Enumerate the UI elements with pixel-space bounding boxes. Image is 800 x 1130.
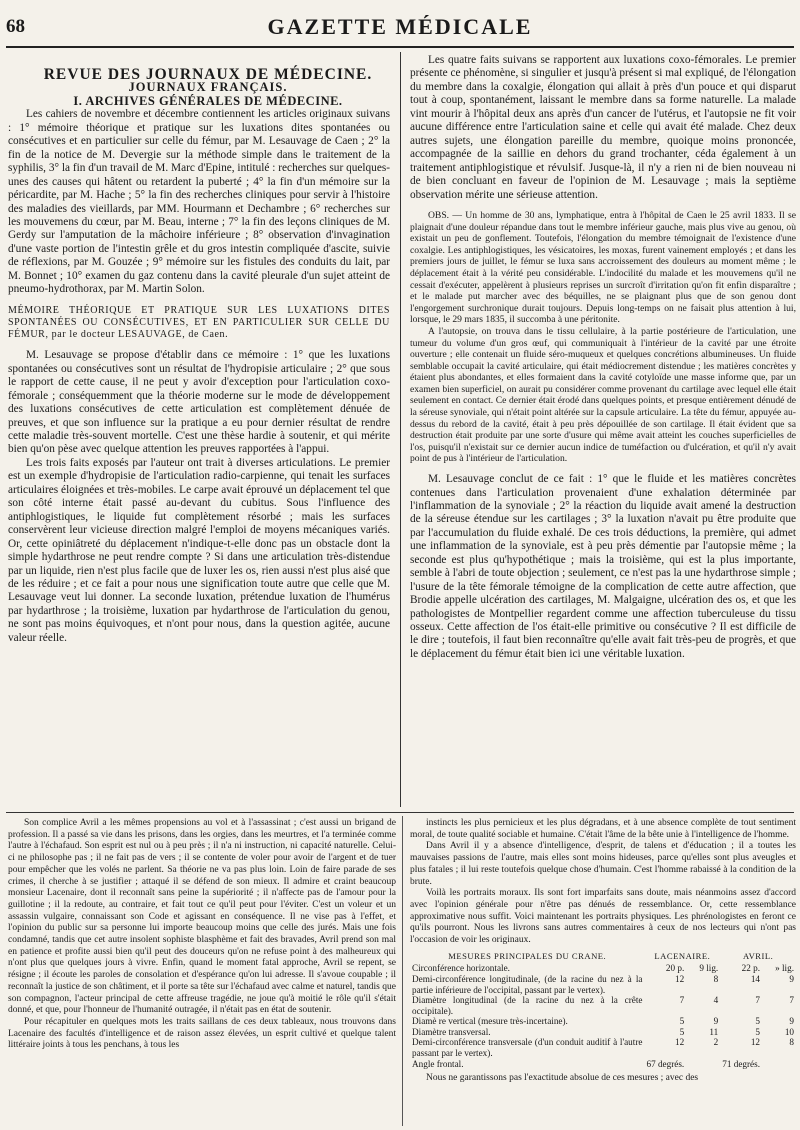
table-cell-lacenaire-pouces: 5 bbox=[679, 1026, 685, 1037]
table-cell-avril-lignes: 9 bbox=[789, 973, 794, 984]
table-cell-avril-lignes bbox=[762, 1059, 796, 1070]
feuilleton-paragraph: Son complice Avril a les mêmes propensions au vol et à l'assassinat ; c'est aussi un brigand de profession. Il a passé sa vie dans les prisons, dans les orgies, dans les meurtres, et l'a terminée comme l'autre à l'échafaud. Son esprit est nul ou à peu près ; il n'a ni instruction, ni capacité naturelle. Celui-ci ne philosophe pas ; il ne fait pas de vers ; il se contente de voler pour avoir de l'argent et de tuer pour empêcher que les volés ne parlent. Sa théorie ne va pas plus loin. Loin de faire parade de ses crimes, il cherche à se justifier ; attaqué il se défend de son mieux. Il admire et craint beaucoup monsieur Lacenaire, dont il reconnaît sans peine la supériorité ; il n'affecte pas de l'amour pour la guillotine ; il la redoute, au contraire, et fait tout ce qu'il peut pour l'éviter. C'est un voleur et un assassin vulgaire, connaissant son Code et agissant en conséquence. Il ne vise pas à l'effet, et l'opinion du public sur sa personne lui importe beaucoup moins que celle des jurés. Mais une fois condamné, tandis que cet autre insolent sophiste blasphème et fait des bravades, Avril prend son mal en patience et profite aussi bien qu'il peut des douceurs qu'on ne refuse point à des malheureux qui n'ont plus que quelques jours à vivre. Enfin, quand le moment fatal approche, Avril se repent, se résigne ; il écoute les paroles de consolation et d'espérance qu'on lui adresse. Il s'avoue coupable ; il reconnaît la justice de son châtiment, et il porte sa tête sur l'échafaud avec calme et naturel, tandis que son compagnon, l'acteur principal de cette affreuse tragédie, ne joue qu'à moitié le rôle qu'il s'était donné, et que, pour l'honneur de l'humanité outragée, il n'était pas en état de soutenir. bbox=[8, 818, 396, 1016]
body-paragraph: Les quatre faits suivans se rapportent aux luxations coxo-fémorales. Le premier présente ce phénomène, si singulier et jusqu'à présent si mal expliqué, de l'élongation du membre dans la coxalgie, élongation qui allait à près d'un pouce et qui disparut tout à coup, spontanément, laissant le membre dans sa forme naturelle. La malade vint mourir à l'hôpital deux ans après d'un cancer de l'utérus, et l'autopsie ne fit voir aucune différence entre l'articulation saine et celle qui avait été malade. Chez deux autres sujets, une élongation pareille du membre, quoique moins prononcée, accompagnée de la saillie en dehors du grand trochanter, céda également à un traitement antiphlogistique et révulsif. Jusque-là, il n'y a rien ni de bien nouveau ni de bien concluant en faveur de l'opinion de M. Lesauvage ; mais la septième observation mérite une sérieuse attention. bbox=[410, 54, 796, 201]
table-cell-lacenaire-lignes: 9 lig. bbox=[699, 963, 719, 974]
table-cell-label: Demi-circonférence longitudinale, (de la racine du nez à la partie inférieure de l'occipital, passant par le vertex). bbox=[412, 973, 643, 995]
table-cell-label: Angle frontal. bbox=[412, 1058, 464, 1069]
table-row bbox=[410, 963, 796, 974]
spacer bbox=[8, 341, 390, 349]
header-rule bbox=[6, 46, 794, 48]
table-row bbox=[410, 1027, 796, 1038]
feuilleton-paragraph: Dans Avril il y a absence d'intelligence, d'esprit, de talens et d'éducation ; il a toutes les mauvaises passions de l'autre, mais elles sont moins hideuses, parce qu'elles sont plus aveugles et plus fatales ; il lui reste toutefois quelque chose d'humain. C'est l'homme rabaissé à la condition de la brute. bbox=[410, 841, 796, 887]
table-cell-lacenaire-pouces: 20 p. bbox=[665, 963, 685, 974]
table-row bbox=[410, 1016, 796, 1027]
feuilleton-paragraph: Nous ne garantissons pas l'exactitude absolue de ces mesures ; avec des bbox=[426, 1073, 699, 1084]
table-cell-lacenaire-pouces: 12 bbox=[675, 1037, 685, 1048]
table-cell-lacenaire-lignes: 4 bbox=[713, 995, 719, 1006]
table-cell-avril-lignes: 7 bbox=[789, 995, 794, 1006]
table-cell-avril-lignes: 9 bbox=[789, 1016, 794, 1027]
skull-measurements-table bbox=[410, 951, 796, 1070]
spacer bbox=[8, 297, 390, 305]
table-cell-label: Diamètre transversal. bbox=[412, 1026, 491, 1037]
table-header-row bbox=[410, 951, 796, 964]
table-cell-label: Diamètre longitudinal (de la racine du nez à la crête occipitale). bbox=[412, 995, 643, 1016]
body-paragraph: M. Lesauvage se propose d'établir dans ce mémoire : 1° que les luxations spontanées ou consécutives sont un résultat de l'hydropisie articulaire ; 2° que sous le rapport de cette cause, il ne peut y avoir d'exception pour l'articulation coxo-fémorale ; conséquemment que la théorie moderne sur le mode de développement des luxations consécutives de cette articulation est complètement dénuée de preuves, et que son influence sur la pratique a eu pour dernier résultat de rendre cette maladie très-souvent mortelle. C'est une thèse hardie à soutenir, et qui mérite bien qu'on pèse avec quelque attention les preuves rapportées à l'appui. bbox=[8, 349, 390, 456]
table-cell-avril-pouces: 5 bbox=[755, 1016, 760, 1027]
right-column bbox=[410, 54, 796, 806]
table-cell-lacenaire-lignes: 8 bbox=[713, 973, 719, 984]
memoire-heading: MÉMOIRE THÉORIQUE ET PRATIQUE SUR LES LUXATIONS DITES SPONTANÉES OU CONSÉCUTIVES, ET EN PARTICULIER SUR CELLE DU FÉMUR, par le docteur LESAUVAGE, de Caen. bbox=[8, 304, 390, 341]
page-header bbox=[6, 14, 794, 42]
masthead-title: GAZETTE MÉDICALE bbox=[267, 14, 533, 39]
table-cell-avril-lignes: 8 bbox=[789, 1037, 794, 1048]
table-cell-label: Diamè re vertical (mesure très-incertaine). bbox=[412, 1016, 568, 1027]
feuilleton-paragraph: Pour récapituler en quelques mots les traits saillans de ces deux tableaux, nous trouvons dans Lacenaire des facultés d'intelligence et de raison assez élevées, un esprit cultivé et quelque talent littéraire joints à tous les penchans, à tous les bbox=[8, 1016, 396, 1051]
feuilleton-right bbox=[410, 818, 796, 1085]
table-cell-avril-pouces: 5 bbox=[755, 1026, 760, 1037]
table-header-lacenaire: LACENAIRE. bbox=[654, 950, 711, 961]
table-cell-lacenaire-lignes: 9 bbox=[713, 1016, 719, 1027]
feuilleton-paragraph: instincts les plus pernicieux et les plus dégradans, et à une absence complète de tout sentiment moral, de toute qualité sociable et humaine. C'était l'âme de la bête unie à l'intelligence de l'homme. bbox=[410, 818, 796, 840]
table-cell-lacenaire-pouces: 12 bbox=[675, 973, 685, 984]
page-number: 68 bbox=[6, 16, 25, 37]
table-cell-lacenaire-pouces: 5 bbox=[679, 1016, 685, 1027]
table-cell-lacenaire-lignes bbox=[686, 1059, 720, 1070]
table-cell-avril-pouces: 71 degrés. bbox=[722, 1058, 760, 1069]
table-row bbox=[410, 995, 796, 1016]
observation-paragraph: OBS. — Un homme de 30 ans, lymphatique, entra à l'hôpital de Caen le 25 avril 1833. Il se plaignait d'une douleur répandue dans tout le membre inférieur gauche, mais plus vive au genou, où existait un peu de gonflement. Toutefois, l'élongation du membre témoignait de l'existence d'une coxalgie. Les antiphlogistiques, les vésicatoires, les moxas, furent vainement employés ; et dans les premiers jours de juillet, le fémur se luxa sans accroissement des douleurs au moment même ; le déplacement était à la vérité peu considérable. L'indocilité du malade et les mouvemens qu'il ne cessait d'exécuter, appelèrent à plusieurs reprises un surcroît d'irritation qu'on fit enfin disparaître ; et le malade put marcher avec des béquilles, ne se plaignant plus que de son genou dont l'engorgement surchronique durait toujours. Depuis long-temps on ne faisait plus attention à lui, lorsque, le 29 mars 1835, il succomba à une péritonite. bbox=[410, 209, 796, 326]
journaux-subtitle: JOURNAUX FRANÇAIS. bbox=[128, 80, 288, 95]
table-row bbox=[410, 1059, 796, 1070]
autopsy-paragraph: A l'autopsie, on trouva dans le tissu cellulaire, à la partie postérieure de l'articulation, une tumeur du volume d'un gros œuf, qui communiquait à l'intérieur de la cavité par une étroite ouverture ; elle contenait un fluide séro-muqueux et quelques concrétions albumineuses. Un fluide semblable occupait la cavité articulaire, qui était médiocrement distendue ; les matières concrètes y étaient plus abondantes, et elles formaient dans la cavité cotyloïde une masse informe que, par un examen bien superficiel, on aurait pu considérer comme provenant du cartilage avec lequel elle était seulement en contact. Ce dernier était érodé dans quelques points, et presque entièrement dénudé de la séreuse synoviale, qui n'était point altérée sur la capsule articulaire. La tête du fémur, appuyée au-dessus du rebord de la cavité, était à peu près dépouillée de son cartilage. Il était évident que sa destruction était produite par une sorte d'usure qui même avait atteint les couches superficielles de l'os, puisqu'il n'existait sur ce dernier aucun indice de tuméfaction ou d'ulcération, et qu'il n'y avait point de pus à l'intérieur de l'articulation. bbox=[410, 325, 796, 465]
table-cell-avril-pouces: 7 bbox=[755, 995, 760, 1006]
table-header-measure: MESURES PRINCIPALES DU CRANE. bbox=[448, 950, 607, 961]
body-paragraph: Les trois faits exposés par l'auteur ont trait à diverses articulations. Le premier est un exemple d'hydropisie de l'articulation radio-carpienne, qui tenait les surfaces articulaires éloignées et très-mobiles. Le carpe avait éprouvé un déplacement tel que son côté interne était passé au-devant du cubitus. Sous l'influence des antiphlogistiques, le liquide fut complètement résorbé ; mais les surfaces conservèrent leur vicieuse direction malgré l'emploi de moyens mécaniques variés. Or, cette opiniâtreté du déplacement n'indique-t-elle donc pas un obstacle dont la simple hydarthrose ne peut rendre compte ? Si dans une articulation très-distendue par un liquide, rien n'est plus facile que de luxer les os, rien aussi n'est plus aisé que de les réduire ; et ce fait a pour nous une signification toute autre que celle que M. Lesauvage veut lui donner. La seconde luxation, prétendue luxation de l'humérus par hydarthrose ; la troisième, luxation par hydarthrose de l'articulation du genou, ne sont pas moins équivoques, et n'ont pour nous, dans la question agitée, aucune valeur réelle. bbox=[8, 456, 390, 644]
column-divider bbox=[400, 52, 401, 807]
feuilleton-divider bbox=[402, 816, 403, 1126]
conclusion-paragraph: M. Lesauvage conclut de ce fait : 1° que le fluide et les matières concrètes contenues dans l'articulation provenaient d'une exhalation déterminée par l'inflammation de la synoviale ; 2° la réaction du liquide avait amené la destruction de la séreuse étendue sur les cartilages ; 3° la luxation n'avait pu être produite que par l'accumulation du fluide exhalé. De ces trois déductions, la première, qui admet une inflammation de la synoviale, est à peu près démentie par l'autopsie même ; la seconde est plus qu'hypothétique ; mais la troisième, qui est la plus importante, semble à l'abri de toute objection ; seulement, ce n'est pas la une hydarthrose simple ; l'usure de la tête fémorale témoigne de la complication de cette autre affection, que Brodie appelle ulcération des cartilages, M. Malgaigne, ulcération des os, et que les pathologistes de Montpellier regardent comme une affection tuberculeuse du tissu osseux. Cette affection de l'os était-elle primitive ou consécutive ? Il est difficile de le dire ; toutefois, il faut bien reconnaître qu'elle avait fait très-peu de progrès, et que le déplacement du fémur était bien ici une véritable luxation. bbox=[410, 473, 796, 660]
spacer bbox=[410, 202, 796, 210]
table-cell-avril-pouces: 22 p. bbox=[741, 963, 760, 974]
table-cell-lacenaire-pouces: 67 degrés. bbox=[646, 1058, 685, 1069]
spacer bbox=[410, 465, 796, 473]
table-cell-avril-lignes: » lig. bbox=[775, 963, 794, 974]
table-row bbox=[410, 1037, 796, 1058]
table-row bbox=[410, 974, 796, 995]
table-cell-lacenaire-lignes: 2 bbox=[713, 1037, 719, 1048]
revue-title: REVUE DES JOURNAUX DE MÉDECINE. bbox=[43, 66, 373, 83]
table-body bbox=[410, 963, 796, 1069]
table-cell-avril-lignes: 10 bbox=[784, 1026, 794, 1037]
left-column bbox=[8, 68, 390, 803]
feuilleton-rule bbox=[6, 812, 794, 813]
table-cell-lacenaire-pouces: 7 bbox=[679, 995, 685, 1006]
table-cell-label: Demi-circonférence transversale (d'un conduit auditif à l'autre passant par le vertex). bbox=[412, 1037, 643, 1059]
feuilleton-left bbox=[8, 818, 396, 1052]
table-header-avril: AVRIL. bbox=[742, 950, 774, 961]
intro-paragraph: Les cahiers de novembre et décembre contiennent les articles originaux suivans : 1° mémoire théorique et pratique sur les luxations dites spontanées ou consécutives et en particulier sur celle du fémur, par M. Lesauvage de Caen ; 2° la fin de la notice de M. Devergie sur la méthode simple dans le traitement de la syphilis, 3° la fin d'un travail de M. Marc d'Epine, intitulé : recherches sur quelques-unes des causes qui hâtent ou retardent la puberté ; 4° la fin d'un mémoire sur la péricardite, par M. Hache ; 5° la fin des recherches cliniques pour servir à l'histoire des maladies des vieillards, par MM. Hourmann et Dechambre ; 6° recherches sur les mouvemens du cœur, par M. Beau, interne ; 7° la fin des leçons cliniques de M. Gerdy sur l'amputation de la mâchoire inférieure ; 8° observation d'invagination d'une vaste portion de l'intestin grêle et du gros intestin compliquée d'ascite, suivie de réflexions, par M. Gouzée ; 9° mémoire sur les fistules des conduits du lait, par M. Bonnet ; 10° examen du gaz contenu dans la cavité pleurale d'un sujet atteint de pneumo-hydrothorax, par M. Martin Solon. bbox=[8, 108, 390, 296]
section-title: I. ARCHIVES GÉNÉRALES DE MÉDECINE. bbox=[73, 93, 343, 108]
table-cell-lacenaire-lignes: 11 bbox=[709, 1026, 719, 1037]
table-cell-label: Circonférence horizontale. bbox=[412, 963, 510, 974]
feuilleton-paragraph: Voilà les portraits moraux. Ils sont fort imparfaits sans doute, mais néanmoins assez d'accord avec l'opinion générale pour n'être pas dénués de ressemblance. Or, cette ressemblance approximative nous suffit. Voici maintenant les portraits physiques. Les phrénologistes en feront ce qu'ils pourront. Nous les livrons sans autres commentaires à ceux de nos lecteurs qui n'ont pas l'occasion de voir les originaux. bbox=[410, 888, 796, 946]
table-cell-avril-pouces: 12 bbox=[750, 1037, 760, 1048]
table-cell-avril-pouces: 14 bbox=[750, 973, 760, 984]
